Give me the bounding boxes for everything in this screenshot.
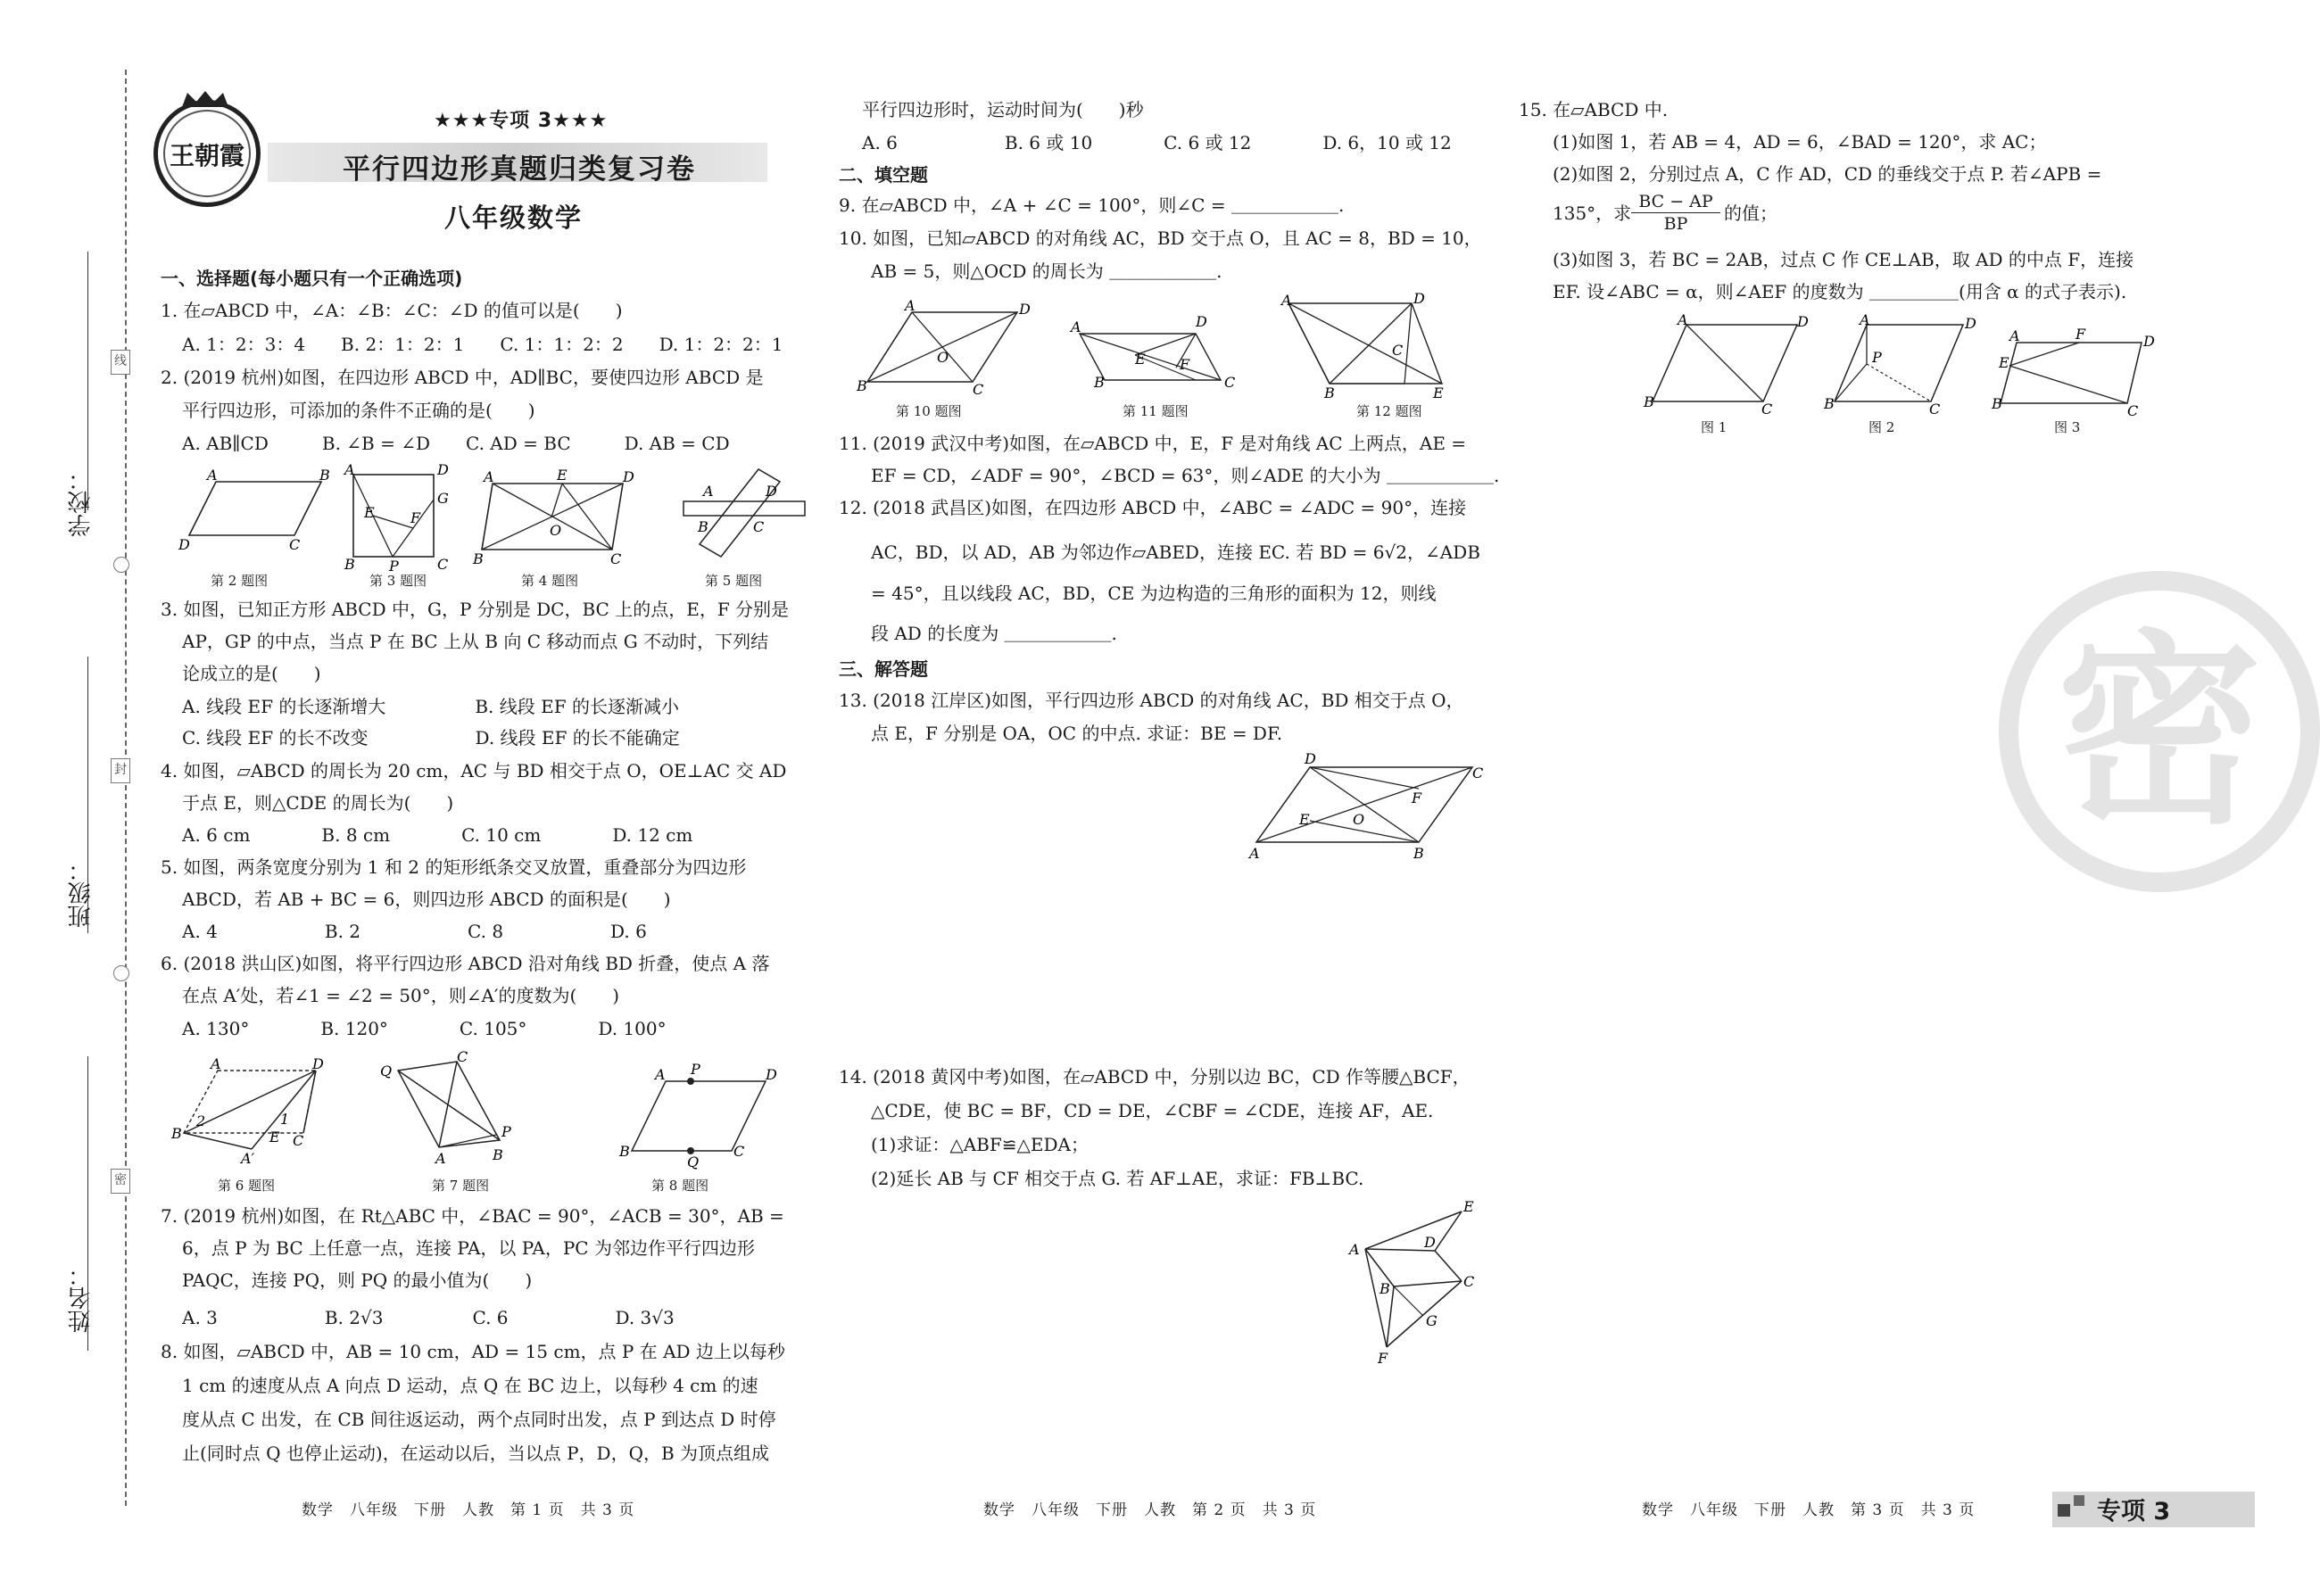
binding-hole <box>113 965 129 981</box>
q15-part2: (2)如图 2，分别过点 A，C 作 AD，CD 的垂线交于点 P. 若∠APB = <box>1553 163 2102 185</box>
q3-options-ab: A. 线段 EF 的长逐渐增大 B. 线段 EF 的长逐渐减小 <box>182 696 679 717</box>
svg-text:E: E <box>1299 811 1310 828</box>
footer-page3: 数学 八年级 下册 人教 第 3 页 共 3 页 <box>1642 1501 1976 1519</box>
svg-text:B: B <box>1992 395 2002 412</box>
svg-text:A: A <box>1678 311 1688 328</box>
q8-stem-5: 平行四边形时，运动时间为( )秒 <box>862 99 1144 120</box>
figures-q15 <box>1644 311 2167 419</box>
svg-text:A: A <box>344 461 355 478</box>
svg-text:B: B <box>493 1146 503 1163</box>
q3-options-cd: C. 线段 EF 的长不改变 D. 线段 EF 的长不能确定 <box>182 727 680 748</box>
watermark-char: 密 <box>2056 614 2262 852</box>
svg-text:A: A <box>435 1150 446 1167</box>
svg-text:C: C <box>2127 402 2139 419</box>
q10-stem: 10. 如图，已知▱ABCD 的对角线 AC，BD 交于点 O，且 AC = 8，BD = 10， <box>839 227 1482 249</box>
svg-text:F: F <box>1412 790 1422 806</box>
svg-text:C: C <box>457 1048 468 1065</box>
svg-text:A: A <box>211 1055 221 1072</box>
svg-text:D: D <box>766 1066 777 1083</box>
q14-stem-2: △CDE，使 BC = BF，CD = DE，∠CBF = ∠CDE，连接 AF，AE. <box>871 1100 1434 1121</box>
svg-text:1: 1 <box>280 1111 290 1128</box>
page-title: 平行四边形真题归类复习卷 <box>343 153 696 186</box>
q13-stem: 13. (2018 江岸区)如图，平行四边形 ABCD 的对角线 AC，BD 相交于点 O， <box>839 690 1464 711</box>
caption-fig2: 第 2 题图 <box>211 573 269 589</box>
q14-part2: (2)延长 AB 与 CF 相交于点 G. 若 AF⊥AE，求证：FB⊥BC. <box>871 1168 1364 1189</box>
svg-text:A: A <box>703 483 714 500</box>
figures-q6-q8 <box>170 1048 812 1170</box>
svg-text:B: B <box>1094 374 1105 391</box>
q4-stem: 4. 如图，▱ABCD 的周长为 20 cm，AC 与 BD 相交于点 O，OE⊥AC 交 AD <box>161 760 787 781</box>
q14-stem: 14. (2018 黄冈中考)如图，在▱ABCD 中，分别以边 BC，CD 作等腰△BCF， <box>839 1066 1471 1087</box>
svg-text:A: A <box>1281 292 1292 309</box>
svg-text:P: P <box>389 558 399 575</box>
q9-stem[interactable]: 9. 在▱ABCD 中，∠A + ∠C = 100°，则∠C = ＿＿＿＿＿＿. <box>839 194 1345 216</box>
name-label: 姓名： <box>68 1263 95 1333</box>
class-label: 班级： <box>68 858 95 928</box>
svg-text:A: A <box>484 468 494 485</box>
q12-stem: 12. (2018 武昌区)如图，在四边形 ABCD 中，∠ABC = ∠ADC = 90°，连接 <box>839 497 1467 518</box>
q2-stem-2: 平行四边形，可添加的条件不正确的是( ) <box>182 400 535 421</box>
svg-text:B: B <box>344 556 355 573</box>
q12-stem-3: = 45°，且以线段 AC，BD，CE 为边构造的三角形的面积为 12，则线 <box>871 583 1437 604</box>
figure-q13 <box>1249 749 1490 865</box>
q5-options: A. 4 B. 2 C. 8 D. 6 <box>182 921 647 942</box>
svg-text:E: E <box>1999 354 2009 371</box>
q11-stem: 11. (2019 武汉中考)如图，在▱ABCD 中，E，F 是对角线 AC 上两点，AE = <box>839 433 1467 454</box>
svg-text:D: D <box>766 483 777 500</box>
svg-text:A: A <box>1349 1241 1360 1258</box>
svg-text:C: C <box>1392 342 1404 359</box>
svg-text:E: E <box>269 1129 280 1145</box>
svg-text:P: P <box>691 1061 700 1078</box>
footer-square-icon <box>2074 1495 2084 1506</box>
svg-text:E: E <box>1433 385 1444 401</box>
svg-text:O: O <box>550 522 562 539</box>
q8-stem-3: 度从点 C 出发，在 CB 间往返运动，两个点同时出发，点 P 到达点 D 时停 <box>182 1409 776 1430</box>
q15-part2-end: 的值； <box>1724 203 1777 224</box>
svg-text:D: D <box>178 536 190 553</box>
caption-fig7: 第 7 题图 <box>432 1178 490 1194</box>
q3-stem-2: AP，GP 的中点，当点 P 在 BC 上从 B 向 C 移动而点 G 不动时，下列结 <box>182 631 769 652</box>
svg-text:C: C <box>1929 401 1941 418</box>
svg-text:E: E <box>557 467 568 484</box>
brand-logo-seal <box>153 100 261 207</box>
svg-text:Q: Q <box>687 1154 700 1170</box>
svg-text:C: C <box>1761 401 1773 418</box>
q5-stem-2: ABCD，若 AB + BC = 6，则四边形 ABCD 的面积是( ) <box>182 889 671 910</box>
svg-text:B: B <box>319 467 330 484</box>
q7-stem-2: 6，点 P 为 BC 上任意一点，连接 PA，以 PA，PC 为邻边作平行四边形 <box>182 1237 755 1259</box>
svg-text:A: A <box>2009 327 2020 344</box>
caption-fig3: 第 3 题图 <box>369 573 427 589</box>
section-fill: 二、填空题 <box>839 164 928 186</box>
svg-text:F: F <box>1378 1350 1388 1367</box>
q8-stem: 8. 如图，▱ABCD 中，AB = 10 cm，AD = 15 cm，点 P 在 AD 边上以每秒 <box>161 1341 785 1362</box>
q13-stem-2: 点 E，F 分别是 OA，OC 的中点. 求证：BE = DF. <box>871 723 1283 744</box>
q3-stem: 3. 如图，已知正方形 ABCD 中，G，P 分别是 DC，BC 上的点，E，F 分别是 <box>161 599 790 620</box>
svg-text:D: D <box>1413 290 1425 307</box>
svg-text:C: C <box>293 1132 304 1149</box>
svg-text:B: B <box>1824 395 1835 412</box>
school-label: 学校： <box>68 467 95 537</box>
svg-text:D: D <box>1196 313 1207 330</box>
footer-square-icon <box>2058 1504 2070 1517</box>
caption-fig4: 第 4 题图 <box>521 573 579 589</box>
svg-text:D: D <box>312 1055 324 1072</box>
svg-text:D: D <box>1965 315 1976 332</box>
q4-stem-2: 于点 E，则△CDE 的周长为( ) <box>182 792 454 814</box>
q7-options: A. 3 B. 2√3 C. 6 D. 3√3 <box>182 1307 675 1328</box>
series-label: ★★★专项 3★★★ <box>434 110 609 132</box>
caption-fig12: 第 12 题图 <box>1356 403 1422 419</box>
svg-text:A: A <box>1071 318 1081 335</box>
binding-hole <box>113 557 129 573</box>
svg-text:A: A <box>207 467 218 484</box>
q2-options: A. AB∥CD B. ∠B = ∠D C. AD = BC D. AB = CD <box>182 433 730 454</box>
q1-options: A. 1：2：3：4 B. 2：1：2：1 C. 1：1：2：2 D. 1：2：2：1 <box>182 334 783 355</box>
svg-text:C: C <box>973 381 984 398</box>
svg-text:B: B <box>1380 1280 1390 1297</box>
svg-text:B: B <box>1644 393 1654 410</box>
svg-text:B: B <box>857 377 867 394</box>
figures-q10-q12 <box>857 290 1481 401</box>
svg-text:C: C <box>1224 374 1236 391</box>
caption-fig6: 第 6 题图 <box>218 1178 276 1194</box>
q15-part3: (3)如图 3，若 BC = 2AB，过点 C 作 CE⊥AB，取 AD 的中点 F，连接 <box>1553 249 2134 270</box>
svg-text:A: A <box>655 1066 666 1083</box>
svg-text:C: C <box>437 556 449 573</box>
brand-name: 王朝霞 <box>169 141 244 170</box>
svg-text:B: B <box>171 1125 182 1142</box>
svg-text:E: E <box>1463 1198 1474 1215</box>
q15-part3-cont[interactable]: EF. 设∠ABC = α，则∠AEF 的度数为 ＿＿＿＿＿(用含 α 的式子表示). <box>1553 281 2127 302</box>
svg-text:P: P <box>501 1123 511 1140</box>
caption-t2: 图 2 <box>1868 419 1895 435</box>
svg-text:D: D <box>2143 333 2155 350</box>
svg-text:G: G <box>437 490 449 507</box>
svg-text:A: A <box>1249 845 1260 862</box>
q15-part2-cont: 135°，求 <box>1553 203 1632 224</box>
binding-dashed-line <box>125 70 127 1506</box>
q8-options: A. 6 B. 6 或 10 C. 6 或 12 D. 6，10 或 12 <box>862 132 1452 153</box>
svg-text:2: 2 <box>196 1112 206 1129</box>
svg-text:F: F <box>1180 356 1190 373</box>
q11-stem-2[interactable]: EF = CD，∠ADF = 90°，∠BCD = 63°，则∠ADE 的大小为 ＿＿＿＿＿＿. <box>871 465 1500 486</box>
q8-stem-2: 1 cm 的速度从点 A 向点 D 运动，点 Q 在 BC 边上，以每秒 4 cm 的速 <box>182 1375 758 1396</box>
svg-text:D: D <box>1019 301 1031 318</box>
footer-page2: 数学 八年级 下册 人教 第 2 页 共 3 页 <box>983 1501 1317 1519</box>
svg-text:C: C <box>733 1143 745 1160</box>
q12-stem-2: AC，BD，以 AD，AB 为邻边作▱ABED，连接 EC. 若 BD = 6√2，∠ADB <box>871 542 1480 563</box>
q8-stem-4: 止(同时点 Q 也停止运动)，在运动以后，当以点 P，D，Q，B 为顶点组成 <box>182 1443 770 1464</box>
svg-text:G: G <box>1426 1312 1438 1329</box>
figures-q2-q5 <box>170 461 812 575</box>
svg-text:D: D <box>1305 750 1316 767</box>
q1-stem: 1. 在▱ABCD 中，∠A：∠B：∠C：∠D 的值可以是( ) <box>161 300 623 321</box>
svg-text:F: F <box>410 509 421 526</box>
section-solve: 三、解答题 <box>839 658 928 680</box>
svg-text:D: D <box>1424 1234 1436 1251</box>
svg-text:B: B <box>473 550 484 567</box>
svg-text:O: O <box>937 349 949 366</box>
caption-fig10: 第 10 题图 <box>896 403 962 419</box>
caption-t1: 图 1 <box>1701 419 1728 435</box>
q5-stem: 5. 如图，两条宽度分别为 1 和 2 的矩形纸条交叉放置，重叠部分为四边形 <box>161 856 747 878</box>
q2-stem: 2. (2019 杭州)如图，在四边形 ABCD 中，AD∥BC，要使四边形 ABCD 是 <box>161 367 764 388</box>
fraction <box>1631 191 1720 235</box>
svg-text:B: B <box>619 1143 630 1160</box>
svg-text:D: D <box>1797 313 1809 330</box>
svg-text:D: D <box>623 468 634 485</box>
section-choice: 一、选择题(每小题只有一个正确选项) <box>161 268 463 289</box>
svg-text:E: E <box>364 504 375 521</box>
crown-icon <box>178 89 232 109</box>
q6-options: A. 130° B. 120° C. 105° D. 100° <box>182 1018 667 1039</box>
svg-text:C: C <box>1472 765 1484 781</box>
svg-text:B: B <box>1413 845 1424 862</box>
fraction-numerator: BC − AP <box>1631 191 1720 213</box>
q15-part1: (1)如图 1，若 AB = 4，AD = 6，∠BAD = 120°，求 AC； <box>1553 131 2047 153</box>
q14-part1: (1)求证：△ABF≌△EDA； <box>871 1134 1089 1155</box>
q4-options: A. 6 cm B. 8 cm C. 10 cm D. 12 cm <box>182 824 693 846</box>
watermark-seal <box>1999 571 2320 892</box>
caption-fig5: 第 5 题图 <box>705 573 763 589</box>
svg-text:C: C <box>289 536 301 553</box>
caption-t3: 图 3 <box>2054 419 2081 435</box>
figure-q14 <box>1342 1199 1503 1374</box>
svg-text:Q: Q <box>380 1063 393 1079</box>
svg-text:B: B <box>698 518 708 535</box>
caption-fig8: 第 8 题图 <box>651 1178 709 1194</box>
seal-mark-secret: 密 <box>111 1169 130 1194</box>
svg-text:C: C <box>753 518 765 535</box>
q12-stem-4[interactable]: 段 AD 的长度为 ＿＿＿＿＿＿. <box>871 623 1117 644</box>
svg-text:A: A <box>1860 311 1870 328</box>
seal-mark-line: 线 <box>111 350 130 375</box>
svg-text:A: A <box>905 297 916 314</box>
svg-text:F: F <box>2076 326 2086 343</box>
caption-fig11: 第 11 题图 <box>1123 403 1189 419</box>
q6-stem-2: 在点 A′处，若∠1 = ∠2 = 50°，则∠A′的度数为( ) <box>182 985 620 1006</box>
svg-text:O: O <box>1353 811 1365 828</box>
footer-page1: 数学 八年级 下册 人教 第 1 页 共 3 页 <box>302 1501 635 1519</box>
svg-text:E: E <box>1135 351 1146 368</box>
q6-stem: 6. (2018 洪山区)如图，将平行四边形 ABCD 沿对角线 BD 折叠，使点 A 落 <box>161 953 770 974</box>
svg-text:B: B <box>1324 385 1335 401</box>
svg-text:C: C <box>610 550 622 567</box>
q10-stem-2[interactable]: AB = 5，则△OCD 的周长为 ＿＿＿＿＿＿. <box>871 260 1222 282</box>
svg-text:C: C <box>1463 1273 1475 1290</box>
q7-stem: 7. (2019 杭州)如图，在 Rt△ABC 中，∠BAC = 90°，∠ACB = 30°，AB = <box>161 1205 784 1227</box>
fraction-denominator: BP <box>1663 214 1688 234</box>
q15-stem: 15. 在▱ABCD 中. <box>1519 99 1669 120</box>
svg-text:P: P <box>1872 349 1882 366</box>
q3-stem-3: 论成立的是( ) <box>182 663 321 684</box>
svg-text:A′: A′ <box>241 1150 255 1167</box>
footer-tag: 专项 3 <box>2097 1498 2171 1526</box>
svg-text:D: D <box>437 461 449 478</box>
q7-stem-3: PAQC，连接 PQ，则 PQ 的最小值为( ) <box>182 1269 533 1291</box>
seal-mark-seal: 封 <box>111 758 130 783</box>
page-subtitle: 八年级数学 <box>444 203 584 233</box>
